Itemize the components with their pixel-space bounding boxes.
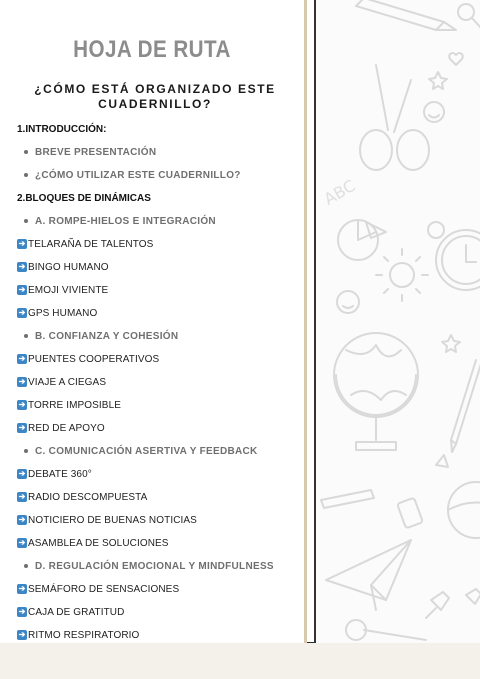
activity-item bbox=[17, 490, 147, 504]
line-text: BINGO HUMANO bbox=[28, 261, 109, 273]
section-heading bbox=[17, 122, 106, 136]
bullet-item bbox=[24, 145, 156, 159]
activity-item bbox=[17, 582, 179, 596]
sun-icon bbox=[376, 249, 428, 301]
right-arrow-icon: ➔ bbox=[18, 630, 26, 639]
line-text: TORRE IMPOSIBLE bbox=[28, 399, 122, 411]
divider-accent bbox=[304, 0, 307, 643]
line-text: GPS HUMANO bbox=[28, 307, 98, 319]
line-text: NOTICIERO DE BUENAS NOTICIAS bbox=[28, 514, 197, 526]
line-text: D. REGULACIÓN EMOCIONAL Y MINDFULNESS bbox=[35, 560, 274, 572]
activity-item bbox=[17, 536, 169, 550]
activity-item bbox=[17, 352, 159, 366]
activity-item bbox=[17, 375, 106, 389]
activity-item bbox=[17, 421, 105, 435]
activity-item bbox=[17, 237, 153, 251]
smiley-icon bbox=[424, 102, 444, 122]
pushpin-icon bbox=[426, 589, 480, 618]
line-text: SEMÁFORO DE SENSACIONES bbox=[28, 583, 180, 595]
line-text: 2.BLOQUES DE DINÁMICAS bbox=[17, 192, 151, 204]
line-text: DEBATE 360° bbox=[28, 468, 92, 480]
line-text: ¿CÓMO UTILIZAR ESTE CUADERNILLO? bbox=[35, 169, 241, 181]
bullet-item bbox=[24, 559, 274, 573]
right-arrow-icon: ➔ bbox=[18, 239, 26, 248]
bullet-icon bbox=[24, 219, 28, 223]
activity-item bbox=[17, 260, 109, 274]
line-text: CAJA DE GRATITUD bbox=[28, 606, 125, 618]
bullet-icon bbox=[24, 334, 28, 338]
abc-doodle: ABC bbox=[320, 175, 359, 209]
right-arrow-icon: ➔ bbox=[18, 262, 26, 271]
paper-plane-icon bbox=[326, 540, 411, 610]
star-icon bbox=[429, 72, 447, 89]
line-text: BREVE PRESENTACIÓN bbox=[35, 146, 157, 158]
activity-item bbox=[17, 306, 97, 320]
line-text: ASAMBLEA DE SOLUCIONES bbox=[28, 537, 169, 549]
section-heading bbox=[17, 191, 151, 205]
activity-item bbox=[17, 513, 197, 527]
right-arrow-icon: ➔ bbox=[18, 308, 26, 317]
face-icon bbox=[337, 291, 359, 313]
page-title: HOJA DE RUTA bbox=[73, 36, 231, 63]
tool-icon bbox=[346, 620, 426, 640]
activity-item bbox=[17, 628, 139, 642]
right-arrow-icon: ➔ bbox=[18, 515, 26, 524]
right-arrow-icon: ➔ bbox=[18, 607, 26, 616]
right-arrow-icon: ➔ bbox=[18, 400, 26, 409]
line-text: C. COMUNICACIÓN ASERTIVA Y FEEDBACK bbox=[35, 445, 258, 457]
scissors-icon bbox=[360, 65, 429, 170]
right-arrow-icon: ➔ bbox=[18, 377, 26, 386]
right-arrow-icon: ➔ bbox=[18, 423, 26, 432]
right-arrow-icon: ➔ bbox=[18, 469, 26, 478]
line-text: RADIO DESCOMPUESTA bbox=[28, 491, 148, 503]
activity-item bbox=[17, 467, 92, 481]
right-arrow-icon: ➔ bbox=[18, 584, 26, 593]
activity-item bbox=[17, 605, 124, 619]
activity-item bbox=[17, 283, 108, 297]
bullet-item bbox=[24, 168, 241, 182]
pen-icon bbox=[451, 360, 480, 452]
line-text: PUENTES COOPERATIVOS bbox=[28, 353, 160, 365]
line-text: A. ROMPE-HIELOS E INTEGRACIÓN bbox=[35, 215, 216, 227]
right-arrow-icon: ➔ bbox=[18, 285, 26, 294]
line-text: EMOJI VIVIENTE bbox=[28, 284, 109, 296]
globe-icon bbox=[334, 333, 418, 450]
bullet-item bbox=[24, 214, 216, 228]
bullet-icon bbox=[24, 150, 28, 154]
star-icon bbox=[442, 335, 460, 352]
bullet-item bbox=[24, 444, 258, 458]
pie-chart-icon bbox=[338, 220, 386, 260]
bullet-icon bbox=[24, 173, 28, 177]
heart-icon bbox=[449, 53, 463, 65]
school-doodle-background bbox=[316, 0, 480, 643]
pencil-icon bbox=[356, 0, 456, 30]
line-text: RITMO RESPIRATORIO bbox=[28, 629, 140, 641]
bullet-icon bbox=[24, 449, 28, 453]
right-arrow-icon: ➔ bbox=[18, 354, 26, 363]
alarm-clock-icon bbox=[428, 222, 480, 290]
ball-icon bbox=[448, 482, 480, 538]
right-arrow-icon: ➔ bbox=[18, 538, 26, 547]
pencil-icon bbox=[321, 490, 374, 508]
activity-item bbox=[17, 398, 121, 412]
tool-icon bbox=[458, 4, 480, 28]
bullet-item bbox=[24, 329, 178, 343]
line-text: B. CONFIANZA Y COHESIÓN bbox=[35, 330, 179, 342]
page-subtitle: ¿CÓMO ESTÁ ORGANIZADO ESTE CUADERNILLO? bbox=[34, 82, 276, 111]
eraser-icon bbox=[397, 498, 423, 529]
bullet-icon bbox=[24, 564, 28, 568]
line-text: TELARAÑA DE TALENTOS bbox=[28, 238, 154, 250]
line-text: VIAJE A CIEGAS bbox=[28, 376, 107, 388]
line-text: RED DE APOYO bbox=[28, 422, 105, 434]
line-text: 1.INTRODUCCIÓN: bbox=[17, 123, 107, 135]
triangle-icon bbox=[436, 455, 448, 467]
right-arrow-icon: ➔ bbox=[18, 492, 26, 501]
